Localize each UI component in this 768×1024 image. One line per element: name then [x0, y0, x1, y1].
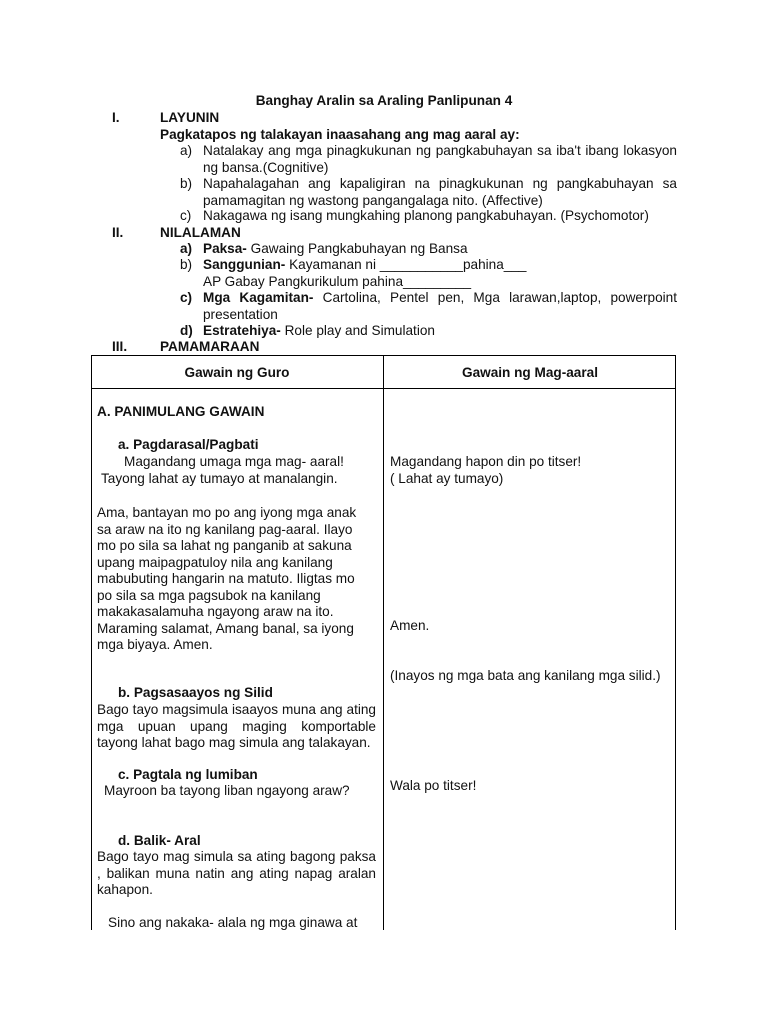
section-subheading: Pagkatapos ng talakayan inaasahang ang mag aaral ay:: [160, 127, 520, 142]
table-header-student: Gawain ng Mag-aaral: [462, 365, 598, 380]
teacher-instruction: Tayong lahat ay tumayo at manalangin.: [101, 471, 338, 486]
step-b-title: b. Pagsasaayos ng Silid: [118, 685, 273, 700]
table-header-divider: [91, 388, 676, 389]
prayer-text: Ama, bantayan mo po ang iyong mga anak sa araw na ito ng kanilang pag-aaral. Ilayo mo po sila sa lahat ng panganib at sakuna upang maipagpatuloy nila ang kanilang mabubuting hangarin na matuto. Iligtas mo po sila sa mga pagsubok na kanilang makakasalamuha ngayong araw na ito. Maraming salamat, Amang banal, sa iyong mga biyaya. Amen.: [97, 505, 357, 652]
section-number: II.: [112, 225, 124, 240]
teacher-greeting: Magandang umaga mga mag- aaral!: [124, 454, 344, 469]
section-heading: NILALAMAN: [160, 225, 241, 240]
step-b-response: (Inayos ng mga bata ang kanilang mga silid.): [390, 668, 661, 683]
section-number: I.: [112, 110, 120, 125]
step-d-text-continued: Sino ang nakaka- alala ng mga ginawa at: [108, 915, 358, 930]
document-page: Banghay Aralin sa Araling Panlipunan 4 I. LAYUNIN Pagkatapos ng talakayan inaasahang ang mag aaral ay: a) Natalakay ang mga pinagkukunan ng pangkabuhayan sa iba't ibang lokasyon ng bansa.(Cognitive) b) Napahalagahan ang kapaligiran na pinagkukunan ng pangkabuhayan sa pamamagitan ng wastong pangangalaga nito. (Affective) c) Nakagawa ng isang mungkahing planong pangkabuhayan. (Psychomotor) II. NILALAMAN a) Paksa- Gawaing Pangkabuhayan ng Bansa b) Sanggunian- Kayamanan ni ___________pahina___ AP Gabay Pangkurikulum pahina_________ c) Mga Kagamitan- Cartolina, Pentel pen, Mga larawan,laptop, powerpoint presentation d) Estratehiya- Role play and Simulation III. PAMAMARAAN Gawain ng Guro Gawain ng Mag-aaral A. PANIMULANG GAWAIN a. Pagdarasal/Pagbati Magandang umaga mga mag- aaral! Tayong lahat ay tumayo at manalangin. Ama, bantayan mo po ang iyong mga anak sa araw na ito ng kanilang pag-aaral. Ilayo mo po sila sa lahat ng panganib at sakuna upang maipagpatuloy nila ang kanilang mabubuting hangarin na matuto. Iligtas mo po sila sa mga pagsubok na kanilang makakasalamuha ngayong araw na ito. Maraming salamat, Amang banal, sa iyong mga biyaya. Amen. Magandang hapon din po titser! ( Lahat ay tumayo) Amen. b. Pagsasaayos ng Silid Bago tayo magsimula isaayos muna ang ating mga upuan upang maging komportable tayong lahat bago mag simula ang talakayan. (Inayos ng mga bata ang kanilang mga silid.) c. Pagtala ng lumiban Mayroon ba tayong liban ngayong araw? Wala po titser! d. Balik- Aral Bago tayo mag simula sa ating bagong paksa , balikan muna natin ang ating napag aralan kahapon. Sino ang nakaka- alala ng mga ginawa at: [0, 0, 768, 1024]
objective-text: Natalakay ang mga pinagkukunan ng pangkabuhayan sa iba't ibang lokasyon ng bansa.(Cognitive): [203, 143, 677, 175]
student-amen: Amen.: [390, 618, 430, 633]
objective-text: Nakagawa ng isang mungkahing planong pangkabuhayan. (Psychomotor): [203, 208, 649, 223]
section-heading: PAMAMARAAN: [160, 339, 260, 354]
student-greeting: Magandang hapon din po titser!: [390, 454, 582, 469]
student-action: ( Lahat ay tumayo): [390, 471, 504, 486]
document-title: Banghay Aralin sa Araling Panlipunan 4: [255, 93, 513, 108]
step-d-title: d. Balik- Aral: [118, 833, 201, 848]
step-c-text: Mayroon ba tayong liban ngayong araw?: [104, 783, 350, 798]
table-divider: [383, 355, 384, 930]
objective-text: Napahalagahan ang kapaligiran na pinagkukunan ng pangkabuhayan sa pamamagitan ng wastong pangangalaga nito. (Affective): [203, 176, 677, 208]
part-a-heading: A. PANIMULANG GAWAIN: [97, 404, 265, 419]
table-header-teacher: Gawain ng Guro: [184, 365, 290, 380]
step-c-title: c. Pagtala ng lumiban: [118, 767, 258, 782]
step-d-text: Bago tayo mag simula sa ating bagong paksa , balikan muna natin ang ating napag aralan kahapon.: [97, 849, 376, 897]
step-a-title: a. Pagdarasal/Pagbati: [118, 437, 259, 452]
step-b-text: Bago tayo magsimula isaayos muna ang ating mga upuan upang maging komportable tayong lahat bago mag simula ang talakayan.: [97, 702, 376, 750]
section-heading: LAYUNIN: [160, 110, 220, 125]
section-number: III.: [112, 339, 128, 354]
step-c-response: Wala po titser!: [390, 778, 477, 793]
content-text: AP Gabay Pangkurikulum pahina_________: [203, 274, 472, 289]
